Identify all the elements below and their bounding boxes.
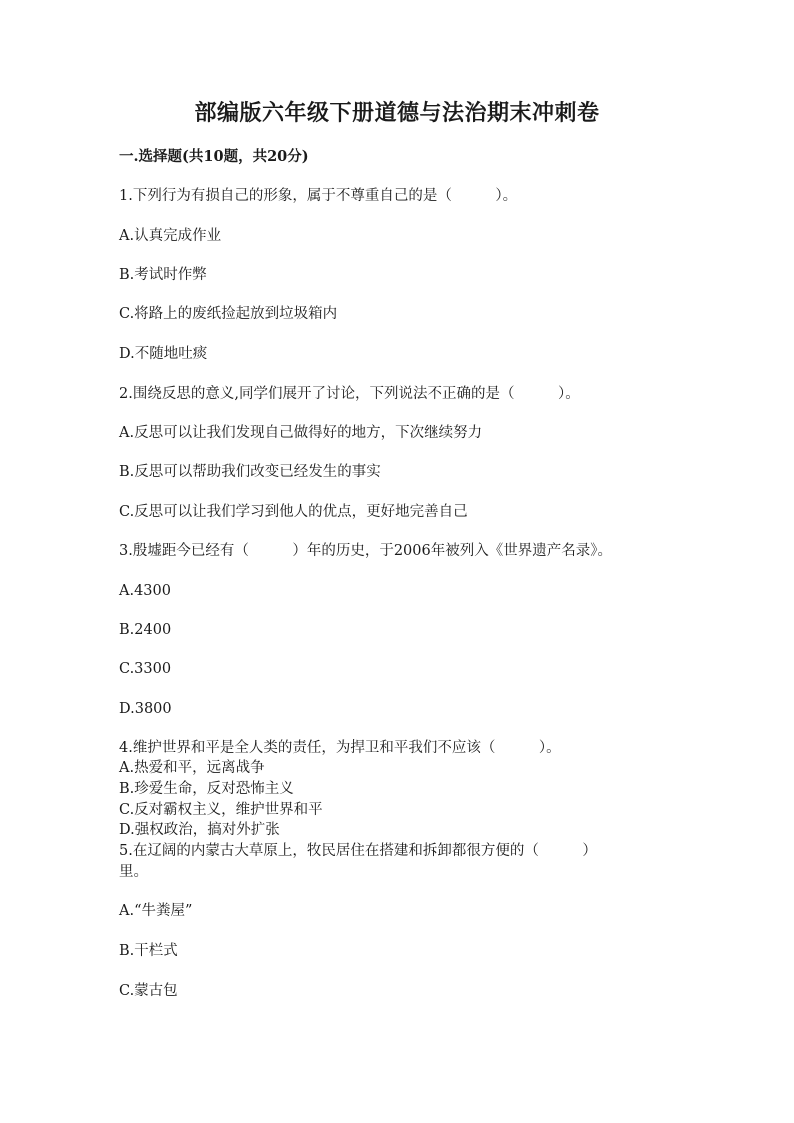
question-5-option-c: C.蒙古包 (119, 983, 178, 999)
question-3-stem: 3.殷墟距今已经有（ ）年的历史，于2006年被列入《世界遗产名录》。 (119, 543, 612, 559)
question-2-option-c: C.反思可以让我们学习到他人的优点，更好地完善自己 (119, 504, 468, 520)
question-2-option-a: A.反思可以让我们发现自己做得好的地方，下次继续努力 (119, 425, 483, 441)
question-4-option-a: A.热爱和平，远离战争 (119, 760, 265, 776)
question-2-option-b: B.反思可以帮助我们改变已经发生的事实 (119, 464, 381, 480)
question-5-stem-line1: 5.在辽阔的内蒙古大草原上，牧民居住在搭建和拆卸都很方便的（ ） (119, 843, 597, 859)
question-3-option-d: D.3800 (119, 701, 172, 717)
question-4-option-c: C.反对霸权主义，维护世界和平 (119, 802, 323, 818)
question-1-option-d: D.不随地吐痰 (119, 346, 208, 362)
question-4-option-b: B.珍爱生命，反对恐怖主义 (119, 781, 294, 797)
page-title: 部编版六年级下册道德与法治期末冲刺卷 (194, 100, 600, 126)
question-1-option-c: C.将路上的废纸捡起放到垃圾箱内 (119, 306, 338, 322)
question-3-option-c: C.3300 (119, 661, 172, 677)
question-5-option-b: B.干栏式 (119, 943, 178, 959)
question-5-stem-line2: 里。 (119, 864, 148, 880)
question-2-stem: 2.围绕反思的意义,同学们展开了讨论，下列说法不正确的是（ ）。 (119, 386, 580, 402)
question-5-option-a: A.“牛粪屋” (119, 903, 193, 919)
question-1-option-a: A.认真完成作业 (119, 228, 222, 244)
question-1-stem: 1.下列行为有损自己的形象，属于不尊重自己的是（ ）。 (119, 188, 518, 204)
question-4-option-d: D.强权政治，搞对外扩张 (119, 822, 280, 838)
question-1-option-b: B.考试时作弊 (119, 267, 207, 283)
question-3-option-b: B.2400 (119, 622, 172, 638)
question-4-stem: 4.维护世界和平是全人类的责任，为捍卫和平我们不应该（ ）。 (119, 740, 561, 756)
section-heading: 一.选择题(共10题，共20分) (119, 148, 309, 165)
question-3-option-a: A.4300 (119, 583, 171, 599)
